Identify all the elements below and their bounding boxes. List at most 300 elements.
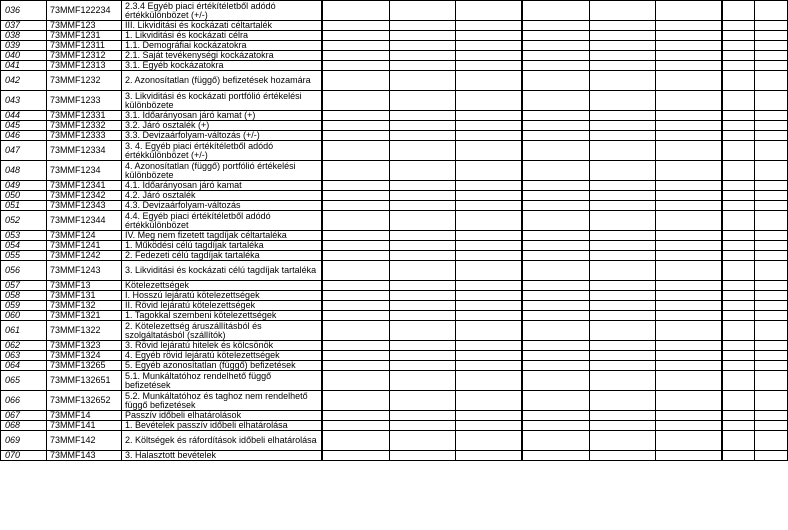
value-cell (456, 431, 522, 451)
row-description-cell: 5.2. Munkáltatóhoz és taghoz nem rendelhető függő befizetések (122, 391, 322, 411)
table-row (1, 281, 788, 291)
value-cell (522, 391, 590, 411)
value-cell (322, 231, 390, 241)
value-cell (456, 351, 522, 361)
value-cell (322, 261, 390, 281)
value-cell (522, 71, 590, 91)
value-cell (456, 131, 522, 141)
value-cell (390, 211, 456, 231)
value-cell (322, 341, 390, 351)
value-cell (390, 21, 456, 31)
table-row (1, 431, 788, 451)
row-code-cell: 73MMF13 (47, 281, 122, 291)
value-cell (590, 51, 656, 61)
row-description-cell: 3. Likviditási és kockázati célú tagdíjak tartaléka (122, 261, 322, 281)
value-cell (456, 241, 522, 251)
row-description-cell: 3. 4. Egyéb piaci értékítéletből adódó értékkülönbözet (+/-) (122, 141, 322, 161)
value-cell (522, 281, 590, 291)
value-cell (390, 421, 456, 431)
row-code-cell: 73MMF12342 (47, 191, 122, 201)
value-cell (456, 321, 522, 341)
row-description-cell: 4.3. Devizaárfolyam-változás (122, 201, 322, 211)
value-cell (722, 121, 755, 131)
value-cell (590, 141, 656, 161)
value-cell (390, 201, 456, 211)
table-row (1, 41, 788, 51)
value-cell (456, 21, 522, 31)
value-cell (755, 351, 788, 361)
value-cell (522, 361, 590, 371)
value-cell (722, 91, 755, 111)
row-number-cell: 062 (1, 341, 47, 351)
value-cell (656, 201, 722, 211)
row-description-cell: 2. Fedezeti célú tagdíjak tartaléka (122, 251, 322, 261)
row-code-cell: 73MMF143 (47, 451, 122, 461)
table-row (1, 231, 788, 241)
row-code-cell: 73MMF1232 (47, 71, 122, 91)
value-cell (755, 231, 788, 241)
value-cell (656, 1, 722, 21)
row-description-cell: 1.1. Demográfiai kockázatokra (122, 41, 322, 51)
value-cell (390, 251, 456, 261)
row-code-cell: 73MMF122234 (47, 1, 122, 21)
value-cell (656, 421, 722, 431)
value-cell (656, 411, 722, 421)
value-cell (722, 141, 755, 161)
value-cell (522, 311, 590, 321)
value-cell (722, 51, 755, 61)
value-cell (390, 451, 456, 461)
row-code-cell: 73MMF12343 (47, 201, 122, 211)
row-number-cell: 038 (1, 31, 47, 41)
row-code-cell: 73MMF1323 (47, 341, 122, 351)
value-cell (390, 161, 456, 181)
value-cell (755, 91, 788, 111)
value-cell (722, 341, 755, 351)
value-cell (755, 241, 788, 251)
value-cell (390, 61, 456, 71)
row-description-cell: 4.2. Járó osztalék (122, 191, 322, 201)
table-row (1, 351, 788, 361)
value-cell (755, 361, 788, 371)
row-description-cell: 2. Azonosítatlan (függő) befizetések hozamára (122, 71, 322, 91)
row-description-cell: 4. Egyéb rövid lejáratú kötelezettségek (122, 351, 322, 361)
value-cell (456, 201, 522, 211)
value-cell (390, 371, 456, 391)
value-cell (322, 411, 390, 421)
value-cell (322, 1, 390, 21)
value-cell (755, 301, 788, 311)
value-cell (390, 231, 456, 241)
row-code-cell: 73MMF12331 (47, 111, 122, 121)
row-description-cell: 4.1. Időarányosan járó kamat (122, 181, 322, 191)
row-code-cell: 73MMF132 (47, 301, 122, 311)
value-cell (456, 111, 522, 121)
value-cell (522, 141, 590, 161)
value-cell (656, 211, 722, 231)
row-description-cell: 2. Kötelezettség áruszállításból és szolgáltatásból (szállítók) (122, 321, 322, 341)
value-cell (322, 121, 390, 131)
row-number-cell: 041 (1, 61, 47, 71)
value-cell (755, 451, 788, 461)
value-cell (656, 311, 722, 321)
value-cell (322, 201, 390, 211)
row-description-cell: 3.1. Egyéb kockázatokra (122, 61, 322, 71)
value-cell (390, 361, 456, 371)
value-cell (522, 301, 590, 311)
row-description-cell: 2. Költségek és ráfordítások időbeli elhatárolása (122, 431, 322, 451)
value-cell (522, 31, 590, 41)
table-row (1, 241, 788, 251)
value-cell (322, 451, 390, 461)
row-code-cell: 73MMF132651 (47, 371, 122, 391)
value-cell (590, 91, 656, 111)
value-cell (390, 91, 456, 111)
value-cell (390, 31, 456, 41)
row-number-cell: 047 (1, 141, 47, 161)
value-cell (322, 131, 390, 141)
value-cell (522, 91, 590, 111)
value-cell (522, 371, 590, 391)
row-code-cell: 73MMF141 (47, 421, 122, 431)
row-number-cell: 059 (1, 301, 47, 311)
value-cell (322, 21, 390, 31)
row-number-cell: 049 (1, 181, 47, 191)
row-code-cell: 73MMF1242 (47, 251, 122, 261)
row-description-cell: 1. Likviditási és kockázati célra (122, 31, 322, 41)
value-cell (590, 311, 656, 321)
value-cell (755, 181, 788, 191)
value-cell (390, 181, 456, 191)
table-row (1, 291, 788, 301)
row-number-cell: 054 (1, 241, 47, 251)
table-row (1, 361, 788, 371)
value-cell (755, 311, 788, 321)
value-cell (755, 131, 788, 141)
table-row (1, 1, 788, 21)
value-cell (322, 61, 390, 71)
value-cell (390, 1, 456, 21)
row-number-cell: 057 (1, 281, 47, 291)
value-cell (322, 31, 390, 41)
value-cell (590, 211, 656, 231)
value-cell (656, 391, 722, 411)
value-cell (722, 451, 755, 461)
value-cell (590, 111, 656, 121)
value-cell (755, 281, 788, 291)
row-code-cell: 73MMF1321 (47, 311, 122, 321)
table-row (1, 451, 788, 461)
value-cell (590, 191, 656, 201)
value-cell (390, 131, 456, 141)
table-row (1, 391, 788, 411)
value-cell (456, 371, 522, 391)
value-cell (322, 41, 390, 51)
value-cell (390, 311, 456, 321)
value-cell (755, 1, 788, 21)
row-code-cell: 73MMF12313 (47, 61, 122, 71)
value-cell (390, 281, 456, 291)
row-number-cell: 055 (1, 251, 47, 261)
row-number-cell: 044 (1, 111, 47, 121)
value-cell (522, 21, 590, 31)
value-cell (522, 201, 590, 211)
value-cell (590, 351, 656, 361)
row-code-cell: 73MMF1231 (47, 31, 122, 41)
row-code-cell: 73MMF13265 (47, 361, 122, 371)
row-number-cell: 068 (1, 421, 47, 431)
table-row (1, 21, 788, 31)
value-cell (755, 141, 788, 161)
value-cell (656, 261, 722, 281)
table-row (1, 311, 788, 321)
row-number-cell: 056 (1, 261, 47, 281)
value-cell (656, 51, 722, 61)
row-code-cell: 73MMF1234 (47, 161, 122, 181)
row-code-cell: 73MMF12312 (47, 51, 122, 61)
value-cell (590, 61, 656, 71)
row-description-cell: 1. Tagokkal szembeni kötelezettségek (122, 311, 322, 321)
table-row (1, 371, 788, 391)
value-cell (722, 31, 755, 41)
table-row (1, 181, 788, 191)
value-cell (755, 161, 788, 181)
row-number-cell: 060 (1, 311, 47, 321)
value-cell (522, 261, 590, 281)
value-cell (755, 291, 788, 301)
value-cell (722, 391, 755, 411)
value-cell (522, 181, 590, 191)
row-description-cell: 3. Rövid lejáratú hitelek és kölcsönök (122, 341, 322, 351)
row-number-cell: 040 (1, 51, 47, 61)
row-number-cell: 037 (1, 21, 47, 31)
value-cell (590, 251, 656, 261)
row-code-cell: 73MMF12341 (47, 181, 122, 191)
row-number-cell: 036 (1, 1, 47, 21)
row-description-cell: 4. Azonosítatlan (függő) portfólió értékelési különbözete (122, 161, 322, 181)
value-cell (456, 61, 522, 71)
table-row (1, 31, 788, 41)
value-cell (656, 361, 722, 371)
value-cell (755, 61, 788, 71)
value-cell (390, 261, 456, 281)
value-cell (755, 121, 788, 131)
row-code-cell: 73MMF12311 (47, 41, 122, 51)
row-code-cell: 73MMF124 (47, 231, 122, 241)
value-cell (322, 421, 390, 431)
row-number-cell: 043 (1, 91, 47, 111)
value-cell (656, 351, 722, 361)
value-cell (390, 411, 456, 421)
value-cell (656, 241, 722, 251)
value-cell (755, 391, 788, 411)
value-cell (722, 41, 755, 51)
value-cell (390, 391, 456, 411)
value-cell (656, 251, 722, 261)
value-cell (390, 301, 456, 311)
value-cell (322, 141, 390, 161)
value-cell (390, 351, 456, 361)
value-cell (656, 301, 722, 311)
row-number-cell: 052 (1, 211, 47, 231)
row-code-cell: 73MMF1233 (47, 91, 122, 111)
value-cell (656, 321, 722, 341)
value-cell (322, 301, 390, 311)
value-cell (656, 181, 722, 191)
value-cell (322, 191, 390, 201)
value-cell (590, 71, 656, 91)
value-cell (522, 41, 590, 51)
value-cell (656, 451, 722, 461)
table-row (1, 111, 788, 121)
value-cell (456, 391, 522, 411)
value-cell (322, 371, 390, 391)
value-cell (590, 321, 656, 341)
value-cell (390, 431, 456, 451)
value-cell (322, 391, 390, 411)
value-cell (656, 71, 722, 91)
row-number-cell: 051 (1, 201, 47, 211)
value-cell (456, 251, 522, 261)
value-cell (722, 351, 755, 361)
row-description-cell: Kötelezettségek (122, 281, 322, 291)
value-cell (522, 421, 590, 431)
value-cell (456, 211, 522, 231)
value-cell (722, 291, 755, 301)
value-cell (722, 421, 755, 431)
value-cell (722, 211, 755, 231)
value-cell (656, 291, 722, 301)
value-cell (522, 231, 590, 241)
value-cell (322, 351, 390, 361)
table-row (1, 201, 788, 211)
value-cell (522, 291, 590, 301)
value-cell (656, 31, 722, 41)
row-description-cell: 2.3.4 Egyéb piaci értékítéletből adódó értékkülönbözet (+/-) (122, 1, 322, 21)
row-description-cell: 1. Bevételek passzív időbeli elhatárolása (122, 421, 322, 431)
table-row (1, 251, 788, 261)
value-cell (590, 1, 656, 21)
row-description-cell: 3. Halasztott bevételek (122, 451, 322, 461)
value-cell (590, 431, 656, 451)
row-number-cell: 070 (1, 451, 47, 461)
row-description-cell: 3.3. Devizaárfolyam-változás (+/-) (122, 131, 322, 141)
table-row (1, 61, 788, 71)
value-cell (322, 91, 390, 111)
value-cell (522, 431, 590, 451)
value-cell (656, 21, 722, 31)
value-cell (755, 341, 788, 351)
value-cell (590, 201, 656, 211)
value-cell (722, 181, 755, 191)
value-cell (322, 251, 390, 261)
row-description-cell: 4.4. Egyéb piaci értékítéletből adódó értékkülönbözet (122, 211, 322, 231)
row-description-cell: 1. Működési célú tagdíjak tartaléka (122, 241, 322, 251)
value-cell (522, 251, 590, 261)
row-number-cell: 067 (1, 411, 47, 421)
value-cell (656, 61, 722, 71)
value-cell (456, 41, 522, 51)
row-description-cell: 3.1. Időarányosan járó kamat (+) (122, 111, 322, 121)
value-cell (722, 61, 755, 71)
value-cell (322, 431, 390, 451)
value-cell (522, 411, 590, 421)
value-cell (322, 311, 390, 321)
row-description-cell: 3. Likviditási és kockázati portfólió értékelési különbözete (122, 91, 322, 111)
value-cell (722, 321, 755, 341)
value-cell (522, 211, 590, 231)
value-cell (456, 191, 522, 201)
value-cell (590, 181, 656, 191)
table-row (1, 161, 788, 181)
value-cell (590, 371, 656, 391)
row-code-cell: 73MMF12334 (47, 141, 122, 161)
row-number-cell: 046 (1, 131, 47, 141)
row-number-cell: 048 (1, 161, 47, 181)
value-cell (456, 91, 522, 111)
value-cell (456, 301, 522, 311)
value-cell (390, 241, 456, 251)
row-number-cell: 069 (1, 431, 47, 451)
row-code-cell: 73MMF142 (47, 431, 122, 451)
report-table-body (1, 1, 788, 461)
value-cell (322, 71, 390, 91)
value-cell (656, 91, 722, 111)
value-cell (722, 361, 755, 371)
row-number-cell: 063 (1, 351, 47, 361)
value-cell (522, 341, 590, 351)
value-cell (522, 61, 590, 71)
row-number-cell: 058 (1, 291, 47, 301)
value-cell (456, 361, 522, 371)
table-row (1, 131, 788, 141)
row-description-cell: 2.1. Saját tevékenységi kockázatokra (122, 51, 322, 61)
table-row (1, 141, 788, 161)
value-cell (722, 371, 755, 391)
value-cell (755, 21, 788, 31)
row-number-cell: 039 (1, 41, 47, 51)
value-cell (722, 131, 755, 141)
row-description-cell: I. Hosszú lejáratú kötelezettségek (122, 291, 322, 301)
row-code-cell: 73MMF1243 (47, 261, 122, 281)
value-cell (590, 341, 656, 351)
value-cell (755, 371, 788, 391)
row-description-cell: Passzív időbeli elhatárolások (122, 411, 322, 421)
value-cell (722, 251, 755, 261)
value-cell (456, 231, 522, 241)
value-cell (522, 1, 590, 21)
table-row (1, 321, 788, 341)
value-cell (755, 251, 788, 261)
value-cell (456, 281, 522, 291)
table-row (1, 341, 788, 351)
row-number-cell: 045 (1, 121, 47, 131)
value-cell (656, 281, 722, 291)
value-cell (755, 41, 788, 51)
value-cell (322, 291, 390, 301)
value-cell (755, 321, 788, 341)
value-cell (656, 131, 722, 141)
value-cell (390, 191, 456, 201)
value-cell (755, 191, 788, 201)
row-code-cell: 73MMF123 (47, 21, 122, 31)
value-cell (590, 421, 656, 431)
table-row (1, 121, 788, 131)
value-cell (522, 321, 590, 341)
row-code-cell: 73MMF12332 (47, 121, 122, 131)
value-cell (722, 261, 755, 281)
row-description-cell: 5.1. Munkáltatóhoz rendelhető függő befizetések (122, 371, 322, 391)
